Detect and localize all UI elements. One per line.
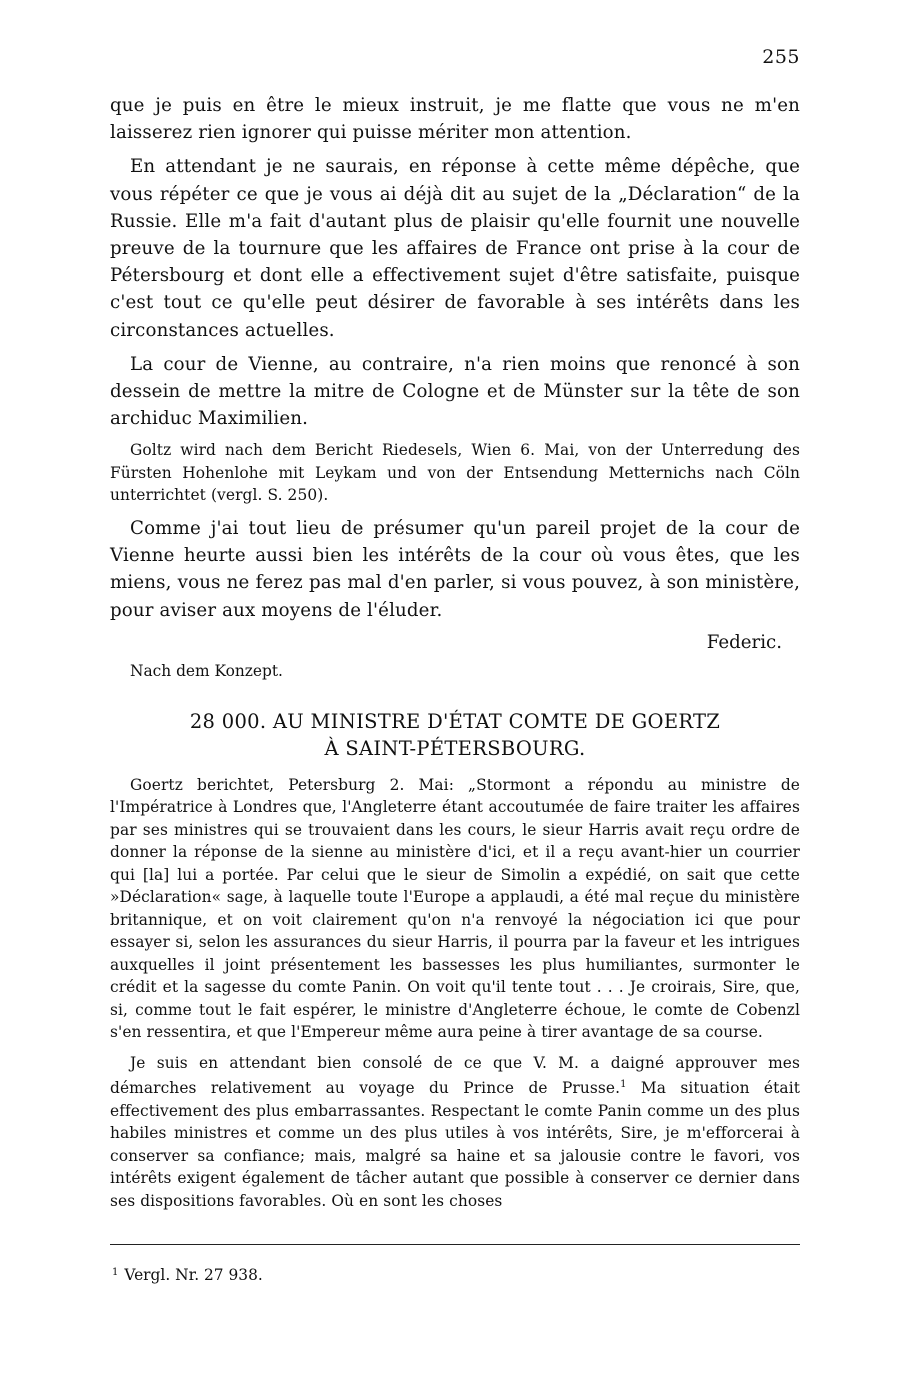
footnote-marker: 1 [112, 1267, 119, 1278]
paragraph-declaration: En attendant je ne saurais, en réponse à cette même dépêche, que vous répéter ce que je vous ai déjà dit au sujet de la „Déclaration“ de la Russie. Elle m'a fait d'autant plus de plaisir qu'elle fournit une nouvelle preuve de la tournure que les affaires de France ont prise à la cour de Pétersbourg et dont elle a effectivement sujet d'être satisfaite, puisque c'est tout ce qu'elle peut désirer de favorable à ses intérêts dans les circonstances actuelles. [110, 156, 800, 341]
source-note: Nach dem Konzept. [130, 661, 283, 680]
report-paragraph-2-rest: Ma situation était effectivement des plus embarrassantes. Respectant le comte Panin comme un des plus habiles ministres et comme un des plus utiles à vos intérêts, Sire, je m'efforcerai à conserver sa confiance; mais, malgré sa haine et sa jalousie contre le favori, vos intérêts exigent également de tâcher autant que possible à conserver ce dernier dans ses dispositions favorables. Où en sont les choses [110, 1079, 801, 1210]
footnote-reference: 1 [620, 1079, 627, 1091]
editorial-note-goltz: Goltz wird nach dem Bericht Riedesels, Wien 6. Mai, von der Unterredung des Fürsten Hohenlohe mit Leykam und von der Entsendung Metternichs nach Cöln unterrichtet (vergl. S. 250). [110, 441, 800, 505]
body-text [110, 92, 800, 1220]
paragraph-vienne: La cour de Vienne, au contraire, n'a rien moins que renoncé à son dessein de mettre la mitre de Cologne et de Münster sur la tête de son archiduc Maximilien. [110, 353, 800, 430]
report-paragraph-2 [110, 1052, 800, 1213]
signature: Federic. [706, 631, 782, 653]
heading-line-1: 28 000. AU MINISTRE D'ÉTAT COMTE DE GOERTZ [189, 709, 721, 733]
footnote [112, 1262, 263, 1286]
footnote-divider [110, 1244, 800, 1245]
footnote-text: Vergl. Nr. 27 938. [124, 1266, 263, 1284]
page-number: 255 [762, 46, 800, 68]
report-paragraph-1: Goertz berichtet, Petersburg 2. Mai: „Stormont a répondu au ministre de l'Impératrice à Londres que, l'Angleterre étant accoutumée de faire traiter les affaires par ses ministres qui se trouvaient dans les cours, le sieur Harris avait reçu ordre de donner la réponse de la sienne au ministère d'ici, et il a reçu avant-hier un courrier qui [la] lui a portée. Par celui que le sieur de Simolin a expédié, on sait que cette »Déclaration« sage, à laquelle toute l'Europe a applaudi, a été mal reçue du ministère britannique, et on voit clairement qu'on n'a renvoyé la négociation ici que pour essayer si, selon les assurances du sieur Harris, il pourra par la faveur et les intrigues auxquelles il joint présentement les bassesses les plus humiliantes, surmonter le crédit et la sagesse du comte Panin. On voit qu'il tente tout . . . Je croirais, Sire, que, si, comme tout le fait espérer, le ministre d'Angleterre échoue, le comte de Cobenzl s'en ressentira, et que l'Empereur même aura peine à tirer avantage de sa course. [110, 775, 800, 1042]
heading-line-2: À SAINT-PÉTERSBOURG. [324, 736, 586, 760]
paragraph-continuation: que je puis en être le mieux instruit, je me flatte que vous ne m'en laisserez rien ignorer qui puisse mériter mon attention. [110, 95, 800, 144]
report-paragraph-2-text: Je suis en attendant bien consolé de ce que V. M. a daigné approuver mes démarches relativement au voyage du Prince de Prusse. [110, 1053, 800, 1098]
paragraph-comme: Comme j'ai tout lieu de présumer qu'un pareil projet de la cour de Vienne heurte aussi bien les intérêts de la cour où vous êtes, que les miens, vous ne ferez pas mal d'en parler, si vous pouvez, à son ministère, pour aviser aux moyens de l'éluder. [110, 517, 800, 621]
letter-heading [110, 708, 800, 762]
